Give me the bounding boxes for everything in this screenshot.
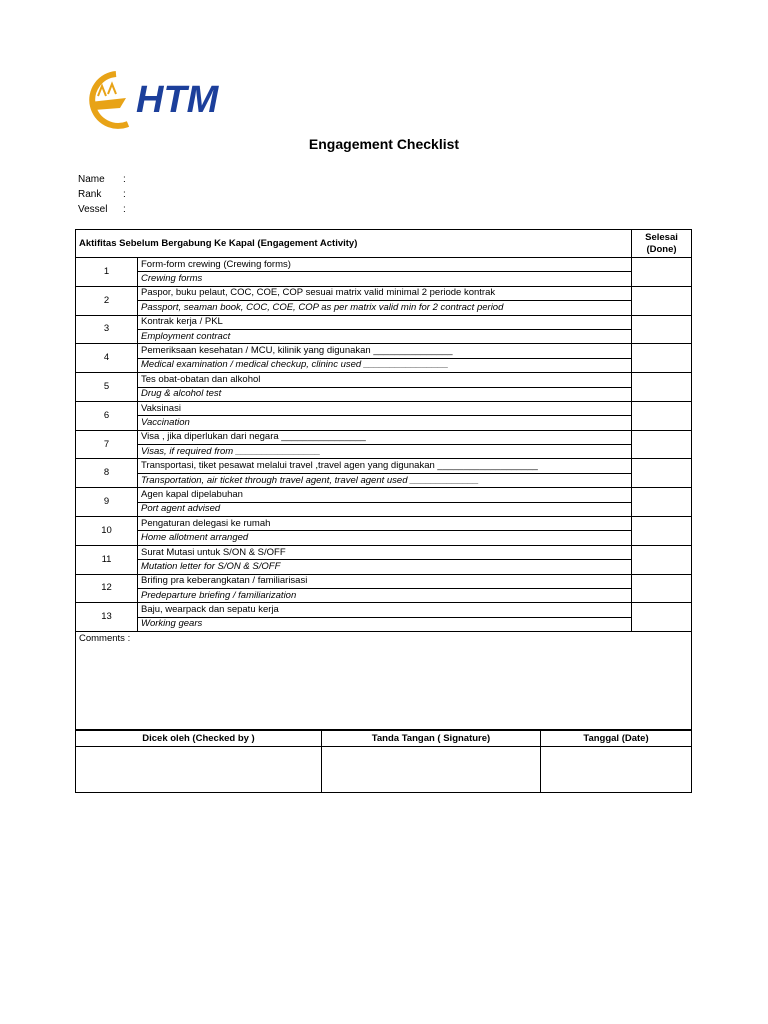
item-description-en: Medical examination / medical checkup, clininc used ________________	[138, 358, 632, 372]
name-field	[78, 172, 133, 187]
table-row	[76, 358, 692, 372]
item-number: 8	[76, 459, 138, 488]
done-checkbox-cell[interactable]	[632, 258, 692, 287]
item-number: 2	[76, 286, 138, 315]
table-row	[76, 517, 692, 531]
table-row	[76, 603, 692, 617]
item-number: 12	[76, 574, 138, 603]
done-checkbox-cell[interactable]	[632, 401, 692, 430]
table-row	[76, 531, 692, 545]
table-row	[76, 459, 692, 473]
item-description-id: Kontrak kerja / PKL	[138, 315, 632, 329]
done-checkbox-cell[interactable]	[632, 315, 692, 344]
done-checkbox-cell[interactable]	[632, 459, 692, 488]
item-description-id: Agen kapal dipelabuhan	[138, 488, 632, 502]
signature-cell[interactable]	[322, 747, 541, 793]
done-checkbox-cell[interactable]	[632, 517, 692, 546]
table-row	[76, 588, 692, 602]
item-description-en: Transportation, air ticket through travel agent, travel agent used _____________	[138, 473, 632, 487]
date-header: Tanggal (Date)	[541, 730, 692, 747]
item-description-id: Tes obat-obatan dan alkohol	[138, 373, 632, 387]
logo-text: HTM	[136, 79, 219, 121]
page-title: Engagement Checklist	[308, 136, 460, 152]
item-number: 11	[76, 545, 138, 574]
item-description-en: Home allotment arranged	[138, 531, 632, 545]
signoff-table	[75, 729, 692, 793]
table-row	[76, 258, 692, 272]
item-number: 6	[76, 401, 138, 430]
engagement-checklist-table	[75, 229, 692, 731]
done-checkbox-cell[interactable]	[632, 286, 692, 315]
item-description-en: Crewing forms	[138, 272, 632, 286]
item-description-id: Surat Mutasi untuk S/ON & S/OFF	[138, 545, 632, 559]
item-description-id: Vaksinasi	[138, 401, 632, 415]
done-header-line2: (Done)	[646, 243, 677, 255]
table-row	[76, 445, 692, 459]
item-description-en: Visas, if required from ________________	[138, 445, 632, 459]
field-colon: :	[123, 189, 126, 200]
table-header-row	[76, 230, 692, 258]
item-description-id: Transportasi, tiket pesawat melalui travel ,travel agen yang digunakan ___________________	[138, 459, 632, 473]
item-description-id: Pemeriksaan kesehatan / MCU, kilinik yang digunakan _______________	[138, 344, 632, 358]
field-label: Name	[78, 174, 105, 185]
signoff-input-row	[76, 747, 692, 793]
field-label: Vessel	[78, 204, 108, 215]
item-description-en: Working gears	[138, 617, 632, 631]
table-row	[76, 387, 692, 401]
comments-field[interactable]	[76, 632, 692, 731]
item-description-en: Predeparture briefing / familiarization	[138, 588, 632, 602]
table-row	[76, 617, 692, 631]
checked-by-header: Dicek oleh (Checked by )	[76, 730, 322, 747]
item-number: 4	[76, 344, 138, 373]
signature-header: Tanda Tangan ( Signature)	[322, 730, 541, 747]
logo-emblem-icon	[76, 68, 266, 132]
done-checkbox-cell[interactable]	[632, 373, 692, 402]
item-number: 3	[76, 315, 138, 344]
table-row	[76, 272, 692, 286]
done-checkbox-cell[interactable]	[632, 545, 692, 574]
table-row	[76, 430, 692, 444]
table-row	[76, 315, 692, 329]
item-description-en: Vaccination	[138, 416, 632, 430]
table-row	[76, 286, 692, 300]
item-description-en: Passport, seaman book, COC, COE, COP as per matrix valid min for 2 contract period	[138, 301, 632, 315]
table-row	[76, 329, 692, 343]
activity-header: Aktifitas Sebelum Bergabung Ke Kapal (Engagement Activity)	[76, 230, 632, 258]
field-label: Rank	[78, 189, 102, 200]
comments-label: Comments :	[79, 633, 131, 645]
item-description-en: Port agent advised	[138, 502, 632, 516]
done-header	[632, 230, 692, 258]
item-description-id: Form-form crewing (Crewing forms)	[138, 258, 632, 272]
table-row	[76, 373, 692, 387]
signoff-header-row	[76, 730, 692, 747]
item-number: 10	[76, 517, 138, 546]
table-row	[76, 401, 692, 415]
item-description-id: Paspor, buku pelaut, COC, COE, COP sesuai matrix valid minimal 2 periode kontrak	[138, 286, 632, 300]
item-description-en: Mutation letter for S/ON & S/OFF	[138, 560, 632, 574]
header-fields	[78, 172, 133, 217]
item-number: 1	[76, 258, 138, 287]
table-row	[76, 344, 692, 358]
item-description-id: Visa , jika diperlukan dari negara ________________	[138, 430, 632, 444]
vessel-field	[78, 202, 133, 217]
item-number: 5	[76, 373, 138, 402]
item-description-en: Employment contract	[138, 329, 632, 343]
done-checkbox-cell[interactable]	[632, 488, 692, 517]
item-number: 9	[76, 488, 138, 517]
table-row	[76, 502, 692, 516]
done-checkbox-cell[interactable]	[632, 603, 692, 632]
item-description-id: Brifing pra keberangkatan / familiarisasi	[138, 574, 632, 588]
table-row	[76, 416, 692, 430]
item-description-id: Pengaturan delegasi ke rumah	[138, 517, 632, 531]
item-description-id: Baju, wearpack dan sepatu kerja	[138, 603, 632, 617]
table-row	[76, 545, 692, 559]
table-row	[76, 301, 692, 315]
table-row	[76, 560, 692, 574]
done-checkbox-cell[interactable]	[632, 430, 692, 459]
date-cell[interactable]	[541, 747, 692, 793]
done-checkbox-cell[interactable]	[632, 574, 692, 603]
table-row	[76, 473, 692, 487]
item-description-en: Drug & alcohol test	[138, 387, 632, 401]
table-row	[76, 488, 692, 502]
checked-by-cell[interactable]	[76, 747, 322, 793]
item-number: 13	[76, 603, 138, 632]
table-row	[76, 574, 692, 588]
company-logo	[76, 68, 266, 132]
done-checkbox-cell[interactable]	[632, 344, 692, 373]
done-header-line1: Selesai	[645, 231, 678, 243]
comments-row	[76, 632, 692, 731]
field-colon: :	[123, 204, 126, 215]
rank-field	[78, 187, 133, 202]
field-colon: :	[123, 174, 126, 185]
item-number: 7	[76, 430, 138, 459]
